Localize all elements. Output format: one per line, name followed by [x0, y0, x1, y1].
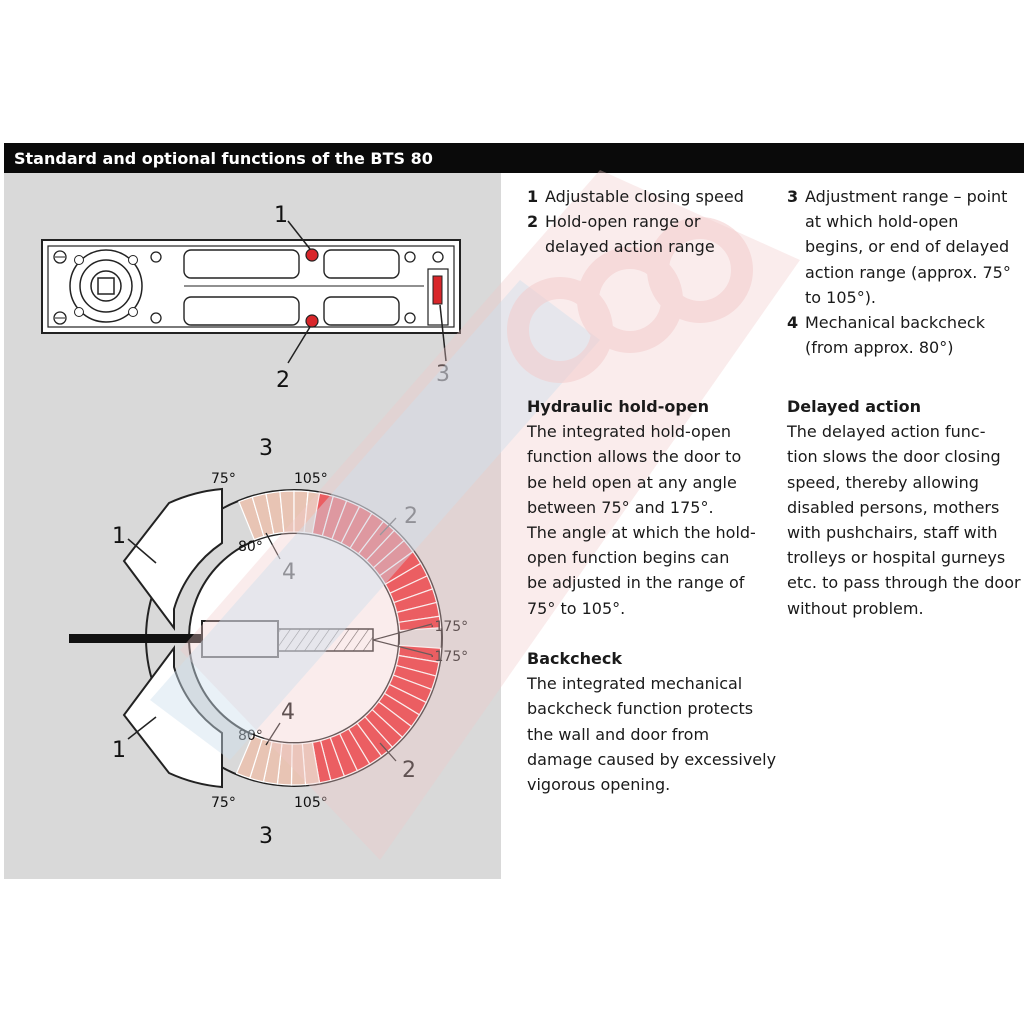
diagram-panel — [4, 173, 501, 879]
pivot-spindle — [70, 250, 142, 322]
section-text: damage caused by excessively — [527, 749, 777, 769]
legend-number: 3 — [787, 187, 799, 206]
legend-text: at which hold-open — [805, 212, 959, 232]
legend-text: Adjustment range – point — [805, 187, 1008, 206]
legend-right — [787, 184, 1024, 360]
label-80-top: 80° — [238, 539, 263, 555]
label-1-top: 1 — [112, 524, 126, 549]
legend-text: to 105°). — [805, 287, 877, 307]
callout-1: 1 — [274, 203, 288, 228]
section-text: The integrated mechanical — [527, 674, 743, 694]
section-text: between 75° and 175°. — [527, 497, 714, 517]
legend-text: (from approx. 80°) — [805, 338, 954, 358]
section-text: the wall and door from — [527, 724, 710, 744]
section-text: vigorous opening. — [527, 775, 671, 795]
label-75-bottom: 75° — [211, 795, 236, 811]
section-text: etc. to pass through the door — [787, 573, 1021, 593]
section-text: be adjusted in the range of — [527, 573, 745, 593]
callout-3: 3 — [436, 362, 450, 387]
section-text: with pushchairs, staff with — [787, 523, 998, 543]
section-text: without problem. — [787, 598, 924, 618]
section-text: function allows the door to — [527, 447, 742, 467]
header-bar — [4, 143, 1024, 173]
legend-item-2 — [527, 209, 777, 259]
label-75-top: 75° — [211, 471, 236, 487]
label-2-top: 2 — [404, 504, 418, 529]
section-text: tion slows the door closing — [787, 447, 1001, 467]
section-text: disabled persons, mothers — [787, 497, 1000, 517]
legend-item-1 — [527, 184, 777, 209]
section-text: The delayed action func- — [787, 422, 986, 442]
floor-spring-housing — [42, 240, 460, 333]
section-title: Delayed action — [787, 397, 922, 416]
circle-labels-mid — [430, 619, 468, 665]
legend-text: Hold-open range or — [545, 212, 701, 232]
label-2-bottom: 2 — [402, 758, 416, 783]
label-4-bottom: 4 — [281, 700, 295, 725]
legend-text: Adjustable closing speed — [545, 187, 744, 206]
legend-number: 2 — [527, 212, 539, 232]
legend-number: 1 — [527, 187, 539, 206]
label-4-top: 4 — [282, 560, 296, 585]
label-3-bottom: 3 — [259, 824, 273, 849]
label-175-lower: ·175° — [430, 649, 469, 665]
callout-2: 2 — [276, 368, 290, 393]
label-105-top: 105° — [294, 471, 328, 487]
legend-text: Mechanical backcheck — [805, 313, 985, 333]
legend-text: action range (approx. 75° — [805, 262, 1011, 282]
section-title: Backcheck — [527, 649, 622, 668]
section-text: The integrated hold-open — [527, 422, 731, 442]
label-3-top: 3 — [259, 436, 273, 461]
section-hydraulic — [527, 394, 777, 621]
legend-left — [527, 184, 777, 260]
label-80-bottom: 80° — [238, 728, 263, 744]
legend-text: delayed action range — [545, 237, 715, 257]
section-text: speed, thereby allowing — [787, 472, 979, 492]
section-text: 75° to 105°. — [527, 598, 626, 618]
legend-item-4 — [787, 310, 1024, 360]
section-text: The angle at which the hold- — [527, 523, 756, 543]
bts80-diagram — [4, 173, 501, 879]
section-text: backcheck function protects — [527, 699, 754, 719]
label-1-bottom: 1 — [112, 738, 126, 763]
legend-number: 4 — [787, 313, 799, 333]
label-175-upper: ·175° — [430, 619, 469, 635]
label-105-bottom: 105° — [294, 795, 328, 811]
section-text: be held open at any angle — [527, 472, 737, 492]
section-text: open function begins can — [527, 548, 730, 568]
legend-text: begins, or end of delayed — [805, 237, 1010, 257]
section-text: trolleys or hospital gurneys — [787, 548, 1006, 568]
section-delayed — [787, 394, 1024, 621]
section-title: Hydraulic hold-open — [527, 397, 710, 416]
page-title: Standard and optional functions of the BTS 80 — [14, 149, 433, 168]
section-backcheck — [527, 646, 777, 797]
legend-item-3 — [787, 184, 1024, 310]
